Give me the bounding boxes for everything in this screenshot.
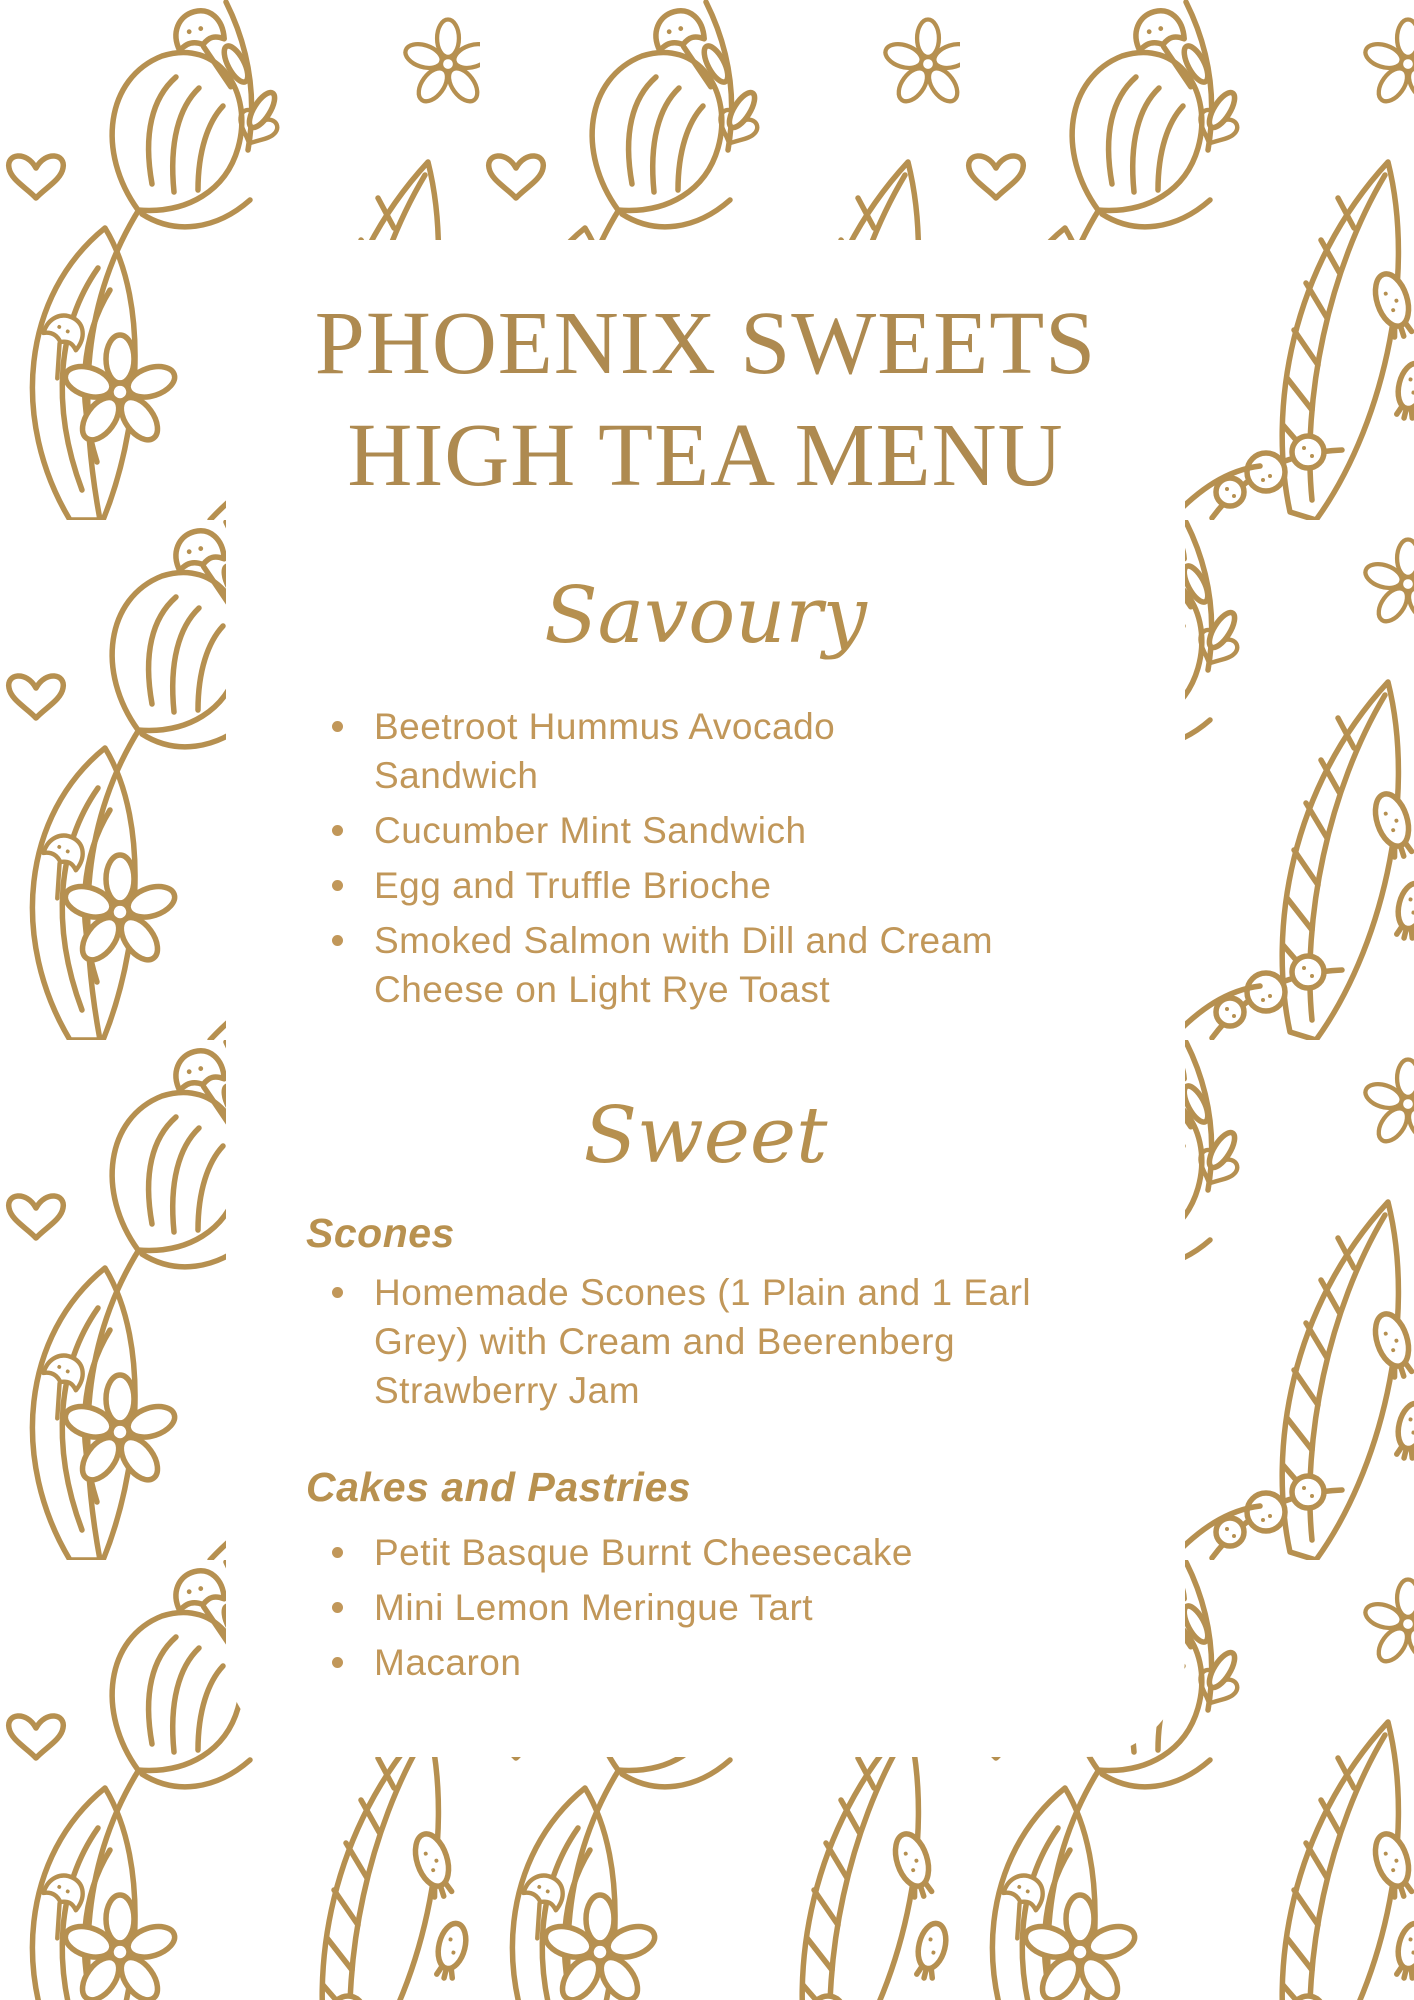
scones-item-list bbox=[332, 1268, 1112, 1421]
menu-item-line: Cucumber Mint Sandwich bbox=[374, 810, 807, 851]
menu-item-line: Macaron bbox=[374, 1642, 522, 1683]
menu-item-text bbox=[374, 1528, 913, 1577]
bullet-dot bbox=[332, 935, 343, 946]
menu-item-line: Strawberry Jam bbox=[374, 1370, 641, 1411]
menu-title bbox=[226, 288, 1185, 512]
bullet-dot bbox=[332, 721, 343, 732]
menu-item-text bbox=[374, 806, 807, 855]
menu-item-line: Egg and Truffle Brioche bbox=[374, 865, 772, 906]
subheading-cakes-and-pastries: Cakes and Pastries bbox=[306, 1464, 692, 1510]
menu-item-line: Grey) with Cream and Beerenberg bbox=[374, 1321, 956, 1362]
bullet-dot bbox=[332, 1602, 343, 1613]
menu-item bbox=[332, 1638, 1112, 1687]
menu-item-text bbox=[374, 916, 993, 1014]
bullet-dot bbox=[332, 880, 343, 891]
menu-item bbox=[332, 702, 1112, 800]
menu-item-line: Smoked Salmon with Dill and Cream bbox=[374, 920, 994, 961]
menu-item-line: Beetroot Hummus Avocado bbox=[374, 706, 836, 747]
bullet-dot bbox=[332, 825, 343, 836]
menu-item-line: Petit Basque Burnt Cheesecake bbox=[374, 1532, 913, 1573]
menu-item bbox=[332, 1583, 1112, 1632]
menu-item bbox=[332, 861, 1112, 910]
bullet-dot bbox=[332, 1287, 343, 1298]
menu-item-line: Homemade Scones (1 Plain and 1 Earl bbox=[374, 1272, 1032, 1313]
subheading-scones: Scones bbox=[306, 1210, 455, 1256]
bullet-dot bbox=[332, 1547, 343, 1558]
menu-item bbox=[332, 1528, 1112, 1577]
section-heading-sweet: Sweet bbox=[583, 1091, 828, 1181]
menu-item bbox=[332, 916, 1112, 1014]
menu-item-text bbox=[374, 861, 772, 910]
menu-item-line: Mini Lemon Meringue Tart bbox=[374, 1587, 814, 1628]
menu-item-line: Sandwich bbox=[374, 755, 539, 796]
menu-item-line: Cheese on Light Rye Toast bbox=[374, 969, 831, 1010]
cakes-item-list bbox=[332, 1528, 1112, 1693]
savoury-item-list bbox=[332, 702, 1112, 1020]
menu-item-text bbox=[374, 1638, 521, 1687]
menu-title-line1: PHOENIX SWEETS bbox=[314, 294, 1097, 393]
menu-title-line2: HIGH TEA MENU bbox=[347, 406, 1064, 505]
menu-item-text bbox=[374, 702, 835, 800]
menu-item bbox=[332, 1268, 1112, 1415]
section-heading-savoury: Savoury bbox=[544, 571, 867, 661]
menu-item-text bbox=[374, 1583, 813, 1632]
bullet-dot bbox=[332, 1657, 343, 1668]
menu-item bbox=[332, 806, 1112, 855]
menu-item-text bbox=[374, 1268, 1031, 1415]
menu-card bbox=[226, 240, 1185, 1757]
